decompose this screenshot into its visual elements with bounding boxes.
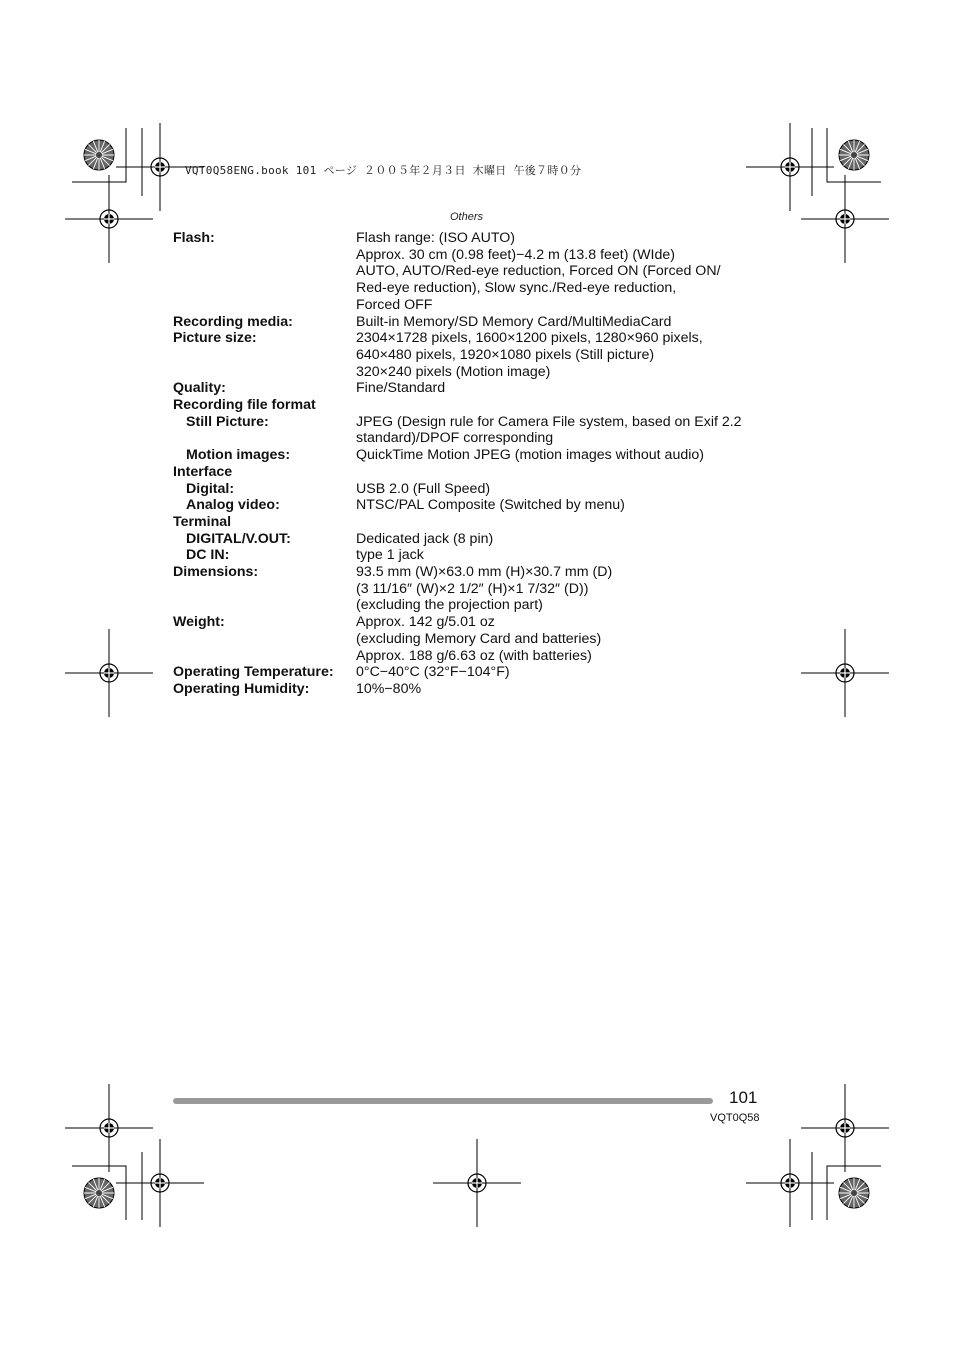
spec-row [173, 380, 773, 397]
spec-label: Still Picture: [186, 413, 269, 430]
spec-values [356, 414, 773, 447]
spec-row [173, 414, 773, 447]
spec-value-line: type 1 jack [356, 547, 424, 564]
spec-row [173, 447, 773, 464]
spec-value-line: Red-eye reduction), Slow sync./Red-eye reduction, [356, 280, 677, 297]
print-file-header: VQT0Q58ENG.book 101 ページ ２００５年２月３日 木曜日 午後７時０分 [185, 164, 582, 177]
spec-row [173, 397, 773, 414]
page-divider-bar [173, 1098, 713, 1104]
spec-value-line: Forced OFF [356, 296, 433, 313]
spec-row [173, 664, 773, 681]
page-number: 101 [729, 1088, 758, 1107]
crosshair-target-icon [801, 629, 889, 717]
spec-values [356, 330, 773, 380]
spec-row [173, 481, 773, 498]
spec-row [173, 614, 773, 664]
spec-values [356, 380, 773, 397]
spec-label: Picture size: [173, 330, 257, 347]
spec-row [173, 531, 773, 548]
spec-value-line: 10%−80% [356, 680, 422, 697]
spec-label: Weight: [173, 614, 225, 631]
spec-values [356, 497, 773, 514]
star-target-icon [839, 140, 869, 170]
spec-label: Recording media: [173, 313, 293, 330]
spec-row [173, 464, 773, 481]
spec-value-line: 0°C−40°C (32°F−104°F) [356, 664, 510, 681]
spec-label: Analog video: [186, 497, 280, 514]
spec-label: Digital: [186, 480, 235, 497]
spec-values [356, 314, 773, 331]
spec-values [356, 564, 773, 614]
spec-label: Interface [173, 463, 233, 480]
spec-value-line: Dedicated jack (8 pin) [356, 530, 494, 547]
spec-value-line: 93.5 mm (W)×63.0 mm (H)×30.7 mm (D) [356, 564, 613, 581]
spec-row [173, 547, 773, 564]
spec-values [356, 531, 773, 548]
spec-value-line: QuickTime Motion JPEG (motion images without audio) [356, 447, 704, 464]
spec-values [356, 547, 773, 564]
spec-value-line: Approx. 30 cm (0.98 feet)−4.2 m (13.8 feet) (WIde) [356, 246, 675, 263]
spec-label: Flash: [173, 230, 215, 246]
spec-row [173, 230, 773, 314]
specifications-list [173, 230, 773, 698]
crosshair-target-icon [801, 175, 889, 263]
model-code: VQT0Q58 [710, 1112, 760, 1124]
spec-label: Dimensions: [173, 564, 259, 581]
spec-value-line: 2304×1728 pixels, 1600×1200 pixels, 1280×960 pixels, [356, 330, 703, 347]
spec-label: Operating Humidity: [173, 680, 310, 697]
spec-values [356, 464, 773, 481]
crosshair-target-icon [433, 1139, 521, 1227]
spec-label: Terminal [173, 513, 232, 530]
spec-value-line: 320×240 pixels (Motion image) [356, 363, 551, 380]
spec-values [356, 664, 773, 681]
spec-value-line: (excluding Memory Card and batteries) [356, 630, 602, 647]
crosshair-target-icon [746, 123, 834, 211]
spec-values [356, 514, 773, 531]
spec-value-line: Built-in Memory/SD Memory Card/MultiMediaCard [356, 313, 672, 330]
spec-label: Operating Temperature: [173, 664, 334, 681]
spec-values [356, 397, 773, 414]
crosshair-target-icon [116, 1139, 204, 1227]
spec-value-line: NTSC/PAL Composite (Switched by menu) [356, 497, 625, 514]
spec-value-line: (excluding the projection part) [356, 597, 543, 614]
spec-row [173, 314, 773, 331]
spec-value-line: AUTO, AUTO/Red-eye reduction, Forced ON (Forced ON/ [356, 263, 721, 280]
spec-value-line: (3 11/16″ (W)×2 1/2″ (H)×1 7/32″ (D)) [356, 580, 589, 597]
spec-value-line: Flash range: (ISO AUTO) [356, 230, 516, 246]
spec-label: DC IN: [186, 547, 230, 564]
crosshair-target-icon [746, 1139, 834, 1227]
spec-row [173, 564, 773, 614]
crosshair-target-icon [65, 1084, 153, 1172]
spec-value-line: standard)/DPOF corresponding [356, 430, 554, 447]
spec-value-line: USB 2.0 (Full Speed) [356, 480, 491, 497]
star-target-icon [84, 1178, 114, 1208]
spec-label: Quality: [173, 380, 226, 397]
spec-row [173, 681, 773, 698]
spec-row [173, 514, 773, 531]
crosshair-target-icon [65, 175, 153, 263]
spec-value-line: JPEG (Design rule for Camera File system, based on Exif 2.2 [356, 413, 742, 430]
spec-label: Recording file format [173, 397, 316, 414]
section-title: Others [450, 211, 484, 223]
spec-value-line: Approx. 188 g/6.63 oz (with batteries) [356, 647, 592, 664]
spec-values [356, 447, 773, 464]
spec-values [356, 681, 773, 698]
star-target-icon [84, 140, 114, 170]
spec-row [173, 497, 773, 514]
crosshair-target-icon [65, 629, 153, 717]
spec-label: DIGITAL/V.OUT: [186, 530, 291, 547]
spec-row [173, 330, 773, 380]
spec-value-line: Fine/Standard [356, 380, 446, 397]
spec-values [356, 481, 773, 498]
spec-values [356, 614, 773, 664]
spec-value-line: Approx. 142 g/5.01 oz [356, 614, 495, 631]
star-target-icon [839, 1178, 869, 1208]
spec-label: Motion images: [186, 447, 291, 464]
spec-value-line: 640×480 pixels, 1920×1080 pixels (Still picture) [356, 346, 655, 363]
spec-values [356, 230, 773, 314]
crosshair-target-icon [801, 1084, 889, 1172]
